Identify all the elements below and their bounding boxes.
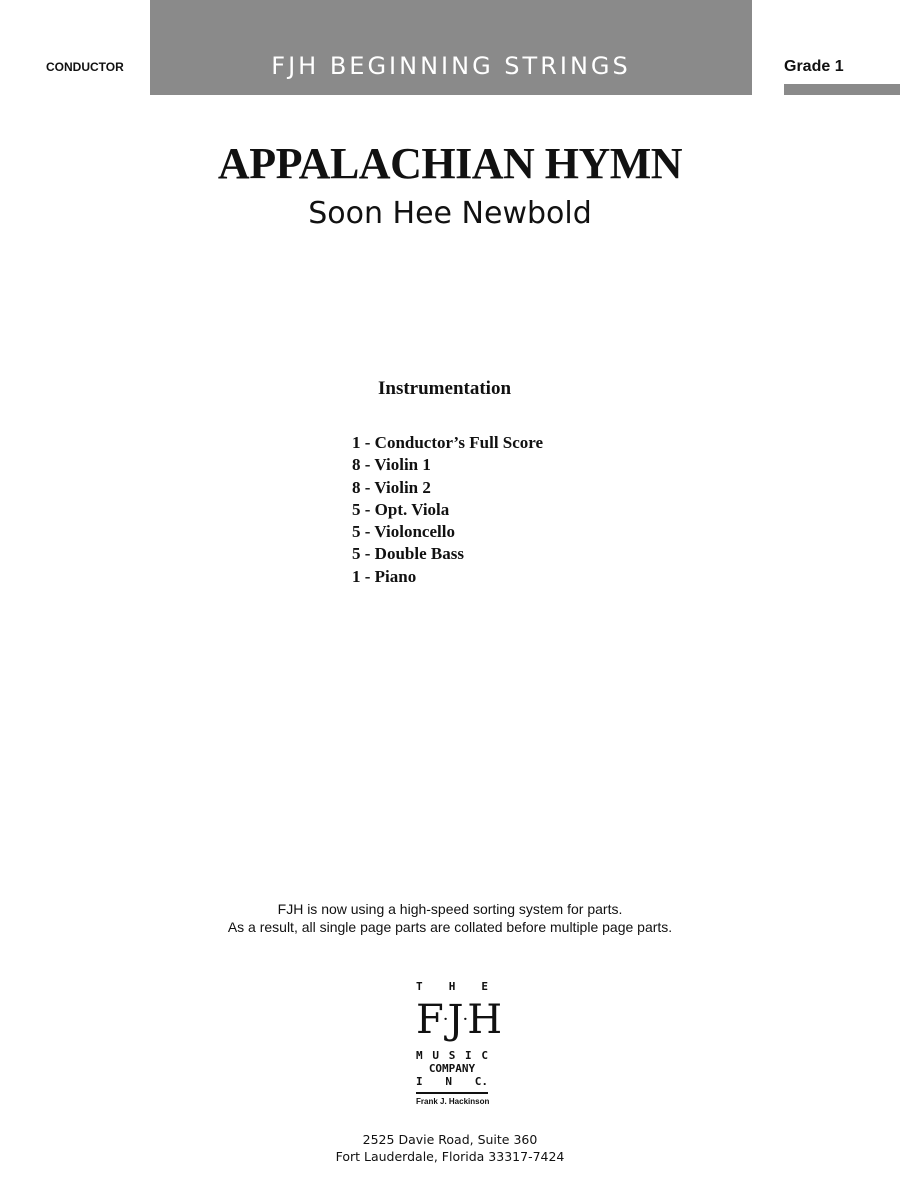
logo-dot: ·: [442, 1009, 448, 1030]
logo-dot: ·: [462, 1009, 468, 1030]
logo-letter: J: [447, 997, 463, 1043]
logo-company: COMPANY: [428, 1062, 476, 1075]
composer-name: Soon Hee Newbold: [308, 196, 592, 231]
grade-label: Grade 1: [784, 58, 844, 75]
grade-rule: [784, 84, 900, 95]
instrumentation-list: [352, 432, 543, 588]
logo-letter: C: [481, 1049, 488, 1062]
logo-letter: N: [445, 1075, 452, 1088]
logo-music: [416, 1049, 488, 1062]
instrumentation-item: 8 - Violin 2: [352, 477, 431, 497]
logo-letter: U: [432, 1049, 439, 1062]
logo-letter: F: [416, 997, 443, 1043]
publisher-logo: [416, 980, 502, 1115]
logo-fjh: [416, 995, 502, 1045]
series-banner: [150, 0, 752, 95]
notice-line: As a result, all single page parts are collated before multiple page parts.: [227, 919, 673, 935]
logo-letter: T: [416, 980, 423, 993]
instrumentation-item: 1 - Piano: [352, 566, 417, 586]
address-line: 2525 Davie Road, Suite 360: [362, 1132, 538, 1147]
instrumentation-item: 8 - Violin 1: [352, 455, 431, 475]
series-title: FJH BEGINNING STRINGS: [271, 52, 631, 80]
instrumentation-item: 5 - Double Bass: [352, 544, 464, 564]
logo-letter: I: [465, 1049, 472, 1062]
instrumentation-item: 5 - Opt. Viola: [352, 499, 450, 519]
address-line: Fort Lauderdale, Florida 33317-7424: [335, 1149, 565, 1164]
logo-the: [416, 980, 488, 993]
publisher-address: [0, 1131, 900, 1165]
logo-inc: [416, 1075, 488, 1088]
piece-title: APPALACHIAN HYMN: [217, 139, 683, 188]
sorting-notice: [0, 900, 900, 936]
logo-letter: H: [467, 997, 502, 1043]
notice-line: FJH is now using a high-speed sorting system for parts.: [277, 901, 623, 917]
logo-letter: M: [416, 1049, 423, 1062]
instrumentation-heading: Instrumentation: [378, 378, 512, 399]
instrumentation-item: 5 - Violoncello: [352, 522, 455, 542]
logo-letter: H: [448, 980, 456, 993]
logo-letter: E: [481, 980, 488, 993]
logo-letter: I: [416, 1075, 423, 1088]
logo-letter: S: [448, 1049, 456, 1062]
part-label: CONDUCTOR: [46, 60, 124, 74]
logo-letter: C.: [474, 1075, 488, 1088]
instrumentation-item: 1 - Conductor’s Full Score: [352, 433, 544, 452]
logo-founder: Frank J. Hackinson: [416, 1097, 490, 1106]
logo-rule: [416, 1092, 488, 1094]
